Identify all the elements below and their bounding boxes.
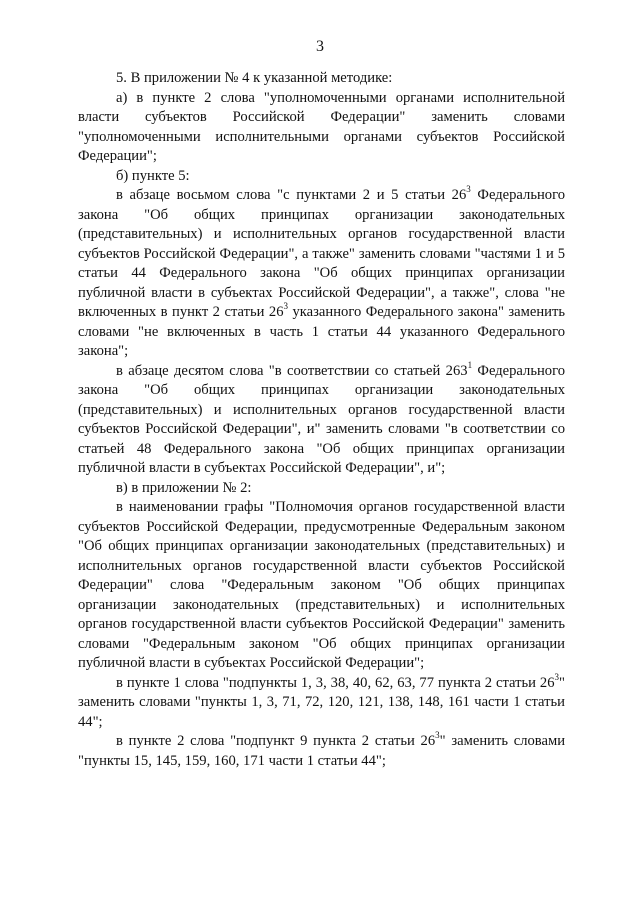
paragraph <box>78 479 565 499</box>
superscript: 3 <box>283 301 289 312</box>
paragraph <box>78 89 565 167</box>
paragraph <box>78 167 565 187</box>
text-run: " заменить словами "пункты 15, 145, 159, 160, 171 части 1 статьи 44"; <box>78 733 566 769</box>
superscript: 3 <box>435 730 440 741</box>
paragraph <box>78 498 565 674</box>
text-run: в абзаце десятом слова "в соответствии со статьей 263 <box>116 362 468 379</box>
paragraph <box>78 186 565 362</box>
text-run: в) в приложении № 2: <box>116 479 252 496</box>
page-number: 3 <box>316 38 324 55</box>
superscript: 1 <box>467 359 473 370</box>
text-run: " заменить словами "пункты 1, 3, 71, 72, 120, 121, 138, 148, 161 части 1 статьи 44"; <box>78 674 565 730</box>
text-run: в пункте 2 слова "подпункт 9 пункта 2 статьи 26 <box>116 733 436 749</box>
text-run: 5. В приложении № 4 к указанной методике: <box>116 70 393 86</box>
paragraph <box>78 732 565 771</box>
document-body <box>78 69 565 771</box>
superscript: 3 <box>466 184 471 195</box>
text-run: в пункте 1 слова "подпункты 1, 3, 38, 40, 62, 63, 77 пункта 2 статьи 26 <box>116 674 555 691</box>
paragraph <box>78 359 565 479</box>
paragraph <box>78 69 565 89</box>
text-run: в наименовании графы "Полномочия органов государственной власти субъектов Российской Федерации, предусмотренные Федеральным законом "Об общих принципах организации законодательных (представительных) и исполнительных органов государственной власти субъектов Российской Федерации" слова "Федеральным законом "Об общих принципах организации законодательных (представительных) и исполнительных органов государственной власти субъектов Российской Федерации" заменить словами "Федеральным законом "Об общих принципах организации публичной власти в субъектах Российской Федерации"; <box>78 499 565 671</box>
superscript: 3 <box>554 671 560 682</box>
text-run: Федерального закона "Об общих принципах организации законодательных (представительных) и исполнительных органов государственной власти субъектов Российской Федерации", и" заменить словами "в соответствии со статьей 48 Федерального закона "Об общих принципах организации публичной власти в субъектах Российской Федерации", и"; <box>78 362 565 476</box>
text-run: указанного Федерального закона" заменить словами "не включенных в часть 1 статьи 44 указанного Федерального закона"; <box>78 304 566 359</box>
text-run: Федерального закона "Об общих принципах организации законодательных (представительных) и исполнительных органов государственной власти субъектов Российской Федерации", а также" заменить словами "частями 1 и 5 статьи 44 Федерального закона "Об общих принципах организации публичной власти в субъектах Российской Федерации", а также", слова "не включенных в пункт 2 статьи 26 <box>78 187 565 320</box>
text-run: б) пункте 5: <box>116 167 190 184</box>
text-run: в абзаце восьмом слова "с пунктами 2 и 5 статьи 26 <box>116 187 467 203</box>
text-run: а) в пункте 2 слова "уполномоченными органами исполнительной власти субъектов Российской Федерации" заменить словами "уполномоченными исполнительными органами субъектов Российской Федерации"; <box>78 89 565 164</box>
paragraph <box>78 671 565 733</box>
